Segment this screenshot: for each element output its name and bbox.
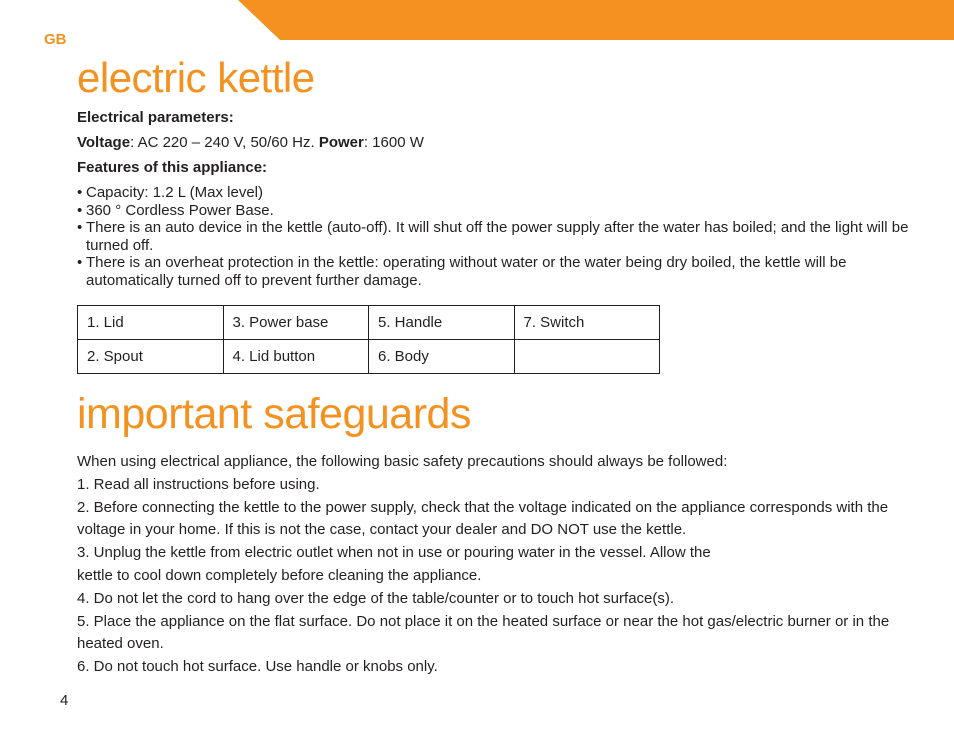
electrical-parameters-heading <box>77 109 234 127</box>
feature-item: • 360 ° Cordless Power Base. <box>77 202 909 220</box>
safeguard-item: 1. Read all instructions before using. <box>77 475 320 493</box>
section-title-electric-kettle: electric kettle <box>77 54 315 101</box>
power-label: Power <box>318 134 364 151</box>
table-cell: 4. Lid button <box>223 340 369 374</box>
safeguard-item: 5. Place the appliance on the flat surface. Do not place it on the heated surface or near the hot gas/electric burner or in the heated oven. <box>77 612 890 653</box>
section-title-important-safeguards: important safeguards <box>77 390 471 438</box>
feature-item: • There is an auto device in the kettle (auto-off). It will shut off the power supply after the water has boiled; and the light will be turned off. <box>77 219 909 254</box>
safeguard-item: kettle to cool down completely before cleaning the appliance. <box>77 566 482 584</box>
features-heading-text: Features of this appliance: <box>77 159 268 176</box>
safeguards-text <box>77 451 909 679</box>
table-cell: 2. Spout <box>78 340 224 374</box>
table-cell: 7. Switch <box>514 306 660 340</box>
page-number: 4 <box>60 692 69 709</box>
safeguards-intro: When using electrical appliance, the following basic safety precautions should always be followed: <box>77 453 728 470</box>
safeguard-item: 3. Unplug the kettle from electric outlet when not in use or pouring water in the vessel. Allow the <box>77 544 711 562</box>
table-cell: 3. Power base <box>223 306 369 340</box>
table-row <box>78 306 660 340</box>
features-heading <box>77 159 267 177</box>
table-cell: 6. Body <box>369 340 515 374</box>
parts-table <box>77 305 660 374</box>
table-row <box>78 340 660 374</box>
feature-item: • Capacity: 1.2 L (Max level) <box>77 184 909 202</box>
voltage-value: : AC 220 – 240 V, 50/60 Hz. <box>130 134 319 151</box>
voltage-label: Voltage <box>77 134 131 151</box>
table-cell: 1. Lid <box>78 306 224 340</box>
features-list <box>77 184 909 289</box>
voltage-power-line <box>77 134 424 152</box>
table-cell: 5. Handle <box>369 306 515 340</box>
params-heading-text: Electrical parameters: <box>77 109 234 126</box>
language-code: GB <box>44 31 67 48</box>
feature-item: • There is an overheat protection in the kettle: operating without water or the water being dry boiled, the kettle will be automatically turned off to prevent further damage. <box>77 254 909 289</box>
safeguard-item: 6. Do not touch hot surface. Use handle or knobs only. <box>77 658 438 676</box>
table-cell <box>514 340 660 374</box>
safeguard-item: 2. Before connecting the kettle to the power supply, check that the voltage indicated on the appliance corresponds with the voltage in your home. If this is not the case, contact your dealer and DO NOT use the kettle. <box>77 498 889 539</box>
safeguard-item: 4. Do not let the cord to hang over the edge of the table/counter or to touch hot surface(s). <box>77 589 675 607</box>
header-orange-band <box>0 0 954 40</box>
power-value: : 1600 W <box>363 134 424 151</box>
